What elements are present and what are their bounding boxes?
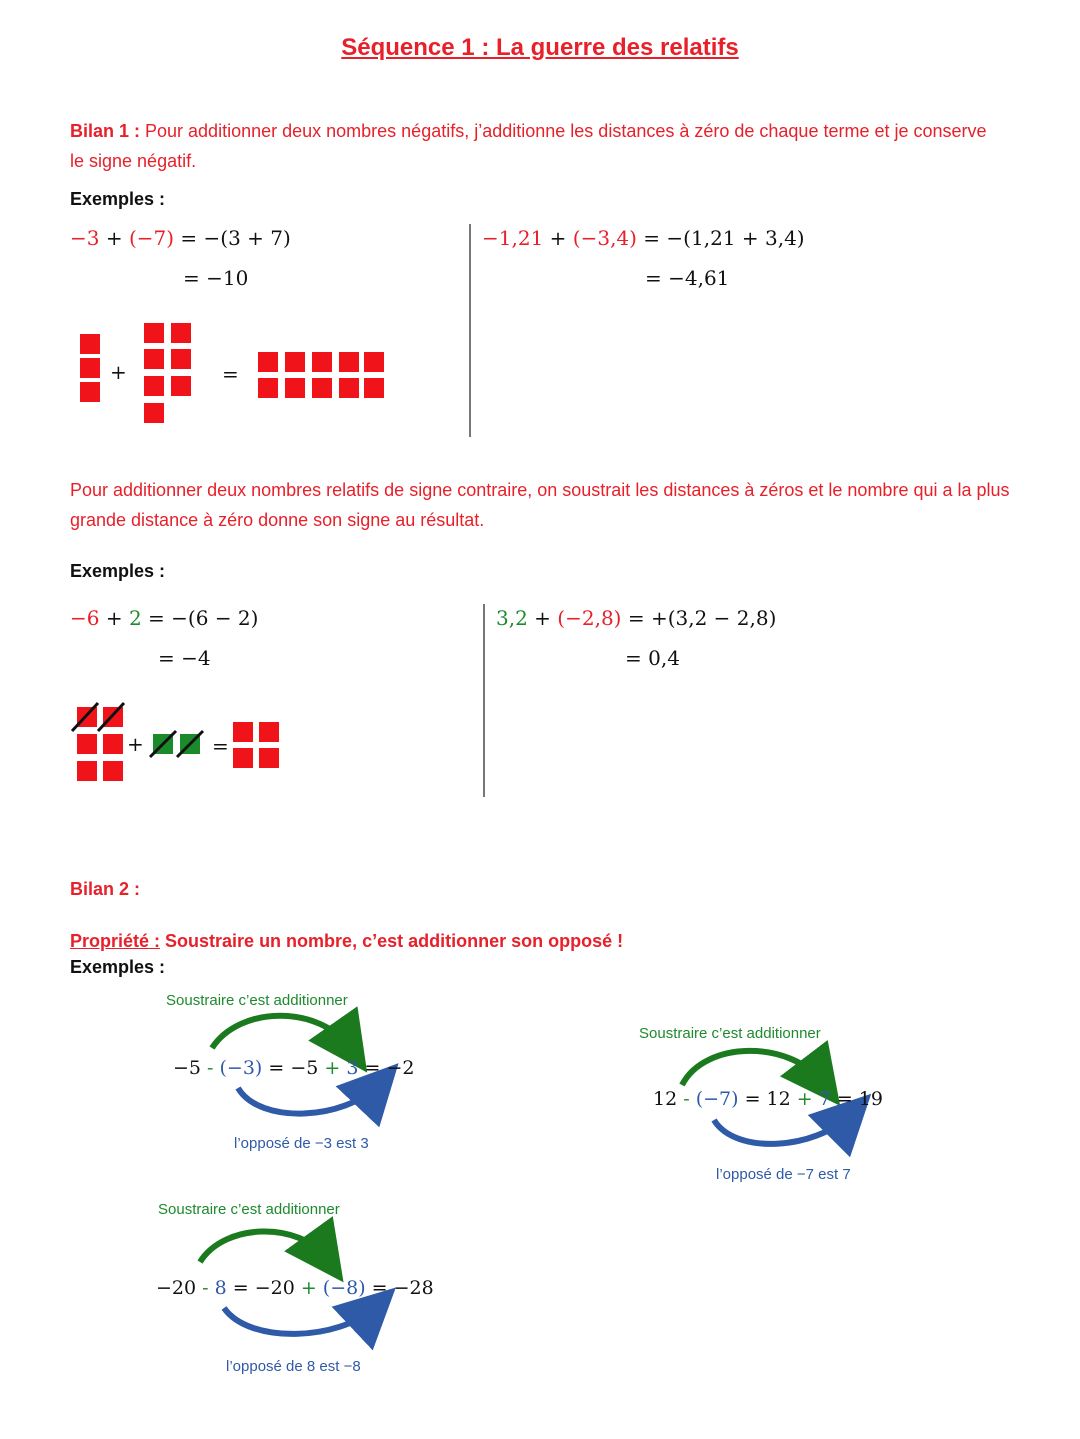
blue-arrow [714,1115,850,1144]
operator: - [677,1088,696,1110]
operator: + [543,226,573,250]
expression: = −2 [358,1057,415,1079]
bilan2-examples-label: Exemples : [70,957,166,977]
operator: + [324,1057,341,1079]
subtract-is-add-label: Soustraire c’est additionner [639,1025,821,1042]
expression: = −20 [226,1277,301,1299]
term: −3 [70,226,100,250]
bilan2-example1 [173,1057,414,1079]
contrary-examples-label: Exemples : [70,561,166,581]
term: −5 [173,1057,202,1079]
operator: - [196,1277,215,1299]
green-arrow [682,1051,822,1085]
page-title: Séquence 1 : La guerre des relatifs [341,34,739,61]
term: (−8) [316,1277,366,1299]
bilan1-example1-line2: = −10 [183,266,249,290]
equals-sign: = [222,362,239,386]
subtract-is-add-label: Soustraire c’est additionner [166,992,348,1009]
term: (−3) [219,1057,263,1079]
expression: = −(6 − 2) [141,606,259,630]
blue-arrow [224,1308,374,1334]
bilan1-text: Pour additionner deux nombres négatifs, j’additionne les distances à zéro de chaque terme et je conserve le signe négatif. [70,121,987,171]
expression: = −28 [365,1277,434,1299]
subtract-is-add-label: Soustraire c’est additionner [158,1201,340,1218]
term: −6 [70,606,100,630]
term: 2 [128,606,142,630]
opposite-label: l’opposé de −7 est 7 [716,1166,851,1183]
operator: + [300,1277,317,1299]
term: 3,2 [496,606,528,630]
term: (−7) [695,1088,739,1110]
plus-sign: + [127,732,144,756]
green-arrow [212,1016,350,1048]
property-text: Soustraire un nombre, c’est additionner son opposé ! [160,931,624,951]
term: 7 [812,1088,831,1110]
bilan1-example2-line2: = −4,61 [645,266,730,290]
green-arrow [200,1231,326,1262]
expression: = 12 [738,1088,797,1110]
operator: - [201,1057,220,1079]
term: −1,21 [482,226,544,250]
plus-sign: + [110,360,127,384]
contrary-example1-line2: = −4 [158,646,211,670]
bilan2-example2 [653,1088,883,1110]
expression: = +(3,2 − 2,8) [621,606,777,630]
term: (−3,4) [572,226,637,250]
blue-arrow [238,1085,378,1114]
term: 12 [653,1088,678,1110]
operator: + [796,1088,813,1110]
term: 3 [340,1057,359,1079]
expression: = −(1,21 + 3,4) [636,226,805,250]
bilan2-example3 [156,1277,434,1299]
opposite-label: l’opposé de 8 est −8 [226,1358,361,1375]
equals-sign: = [212,734,229,758]
expression: = −5 [262,1057,325,1079]
property-label: Propriété : [70,931,161,951]
bilan1-label: Bilan 1 : [70,121,141,141]
contrary-example2-line2: = 0,4 [625,646,680,670]
bilan2-label: Bilan 2 : [70,879,141,899]
expression: = 19 [830,1088,883,1110]
opposite-label: l’opposé de −3 est 3 [234,1135,369,1152]
term: 8 [214,1277,227,1299]
operator: + [99,226,129,250]
term: (−7) [128,226,175,250]
term: −20 [156,1277,197,1299]
bilan1-examples-label: Exemples : [70,189,166,209]
term: (−2,8) [557,606,622,630]
operator: + [527,606,558,630]
contrary-sign-paragraph: Pour additionner deux nombres relatifs de signe contraire, on soustrait les distances à zéros et le nombre qui a la plus grande distance à zéro donne son signe au résultat. [70,480,1010,530]
operator: + [99,606,129,630]
expression: = −(3 + 7) [174,226,291,250]
